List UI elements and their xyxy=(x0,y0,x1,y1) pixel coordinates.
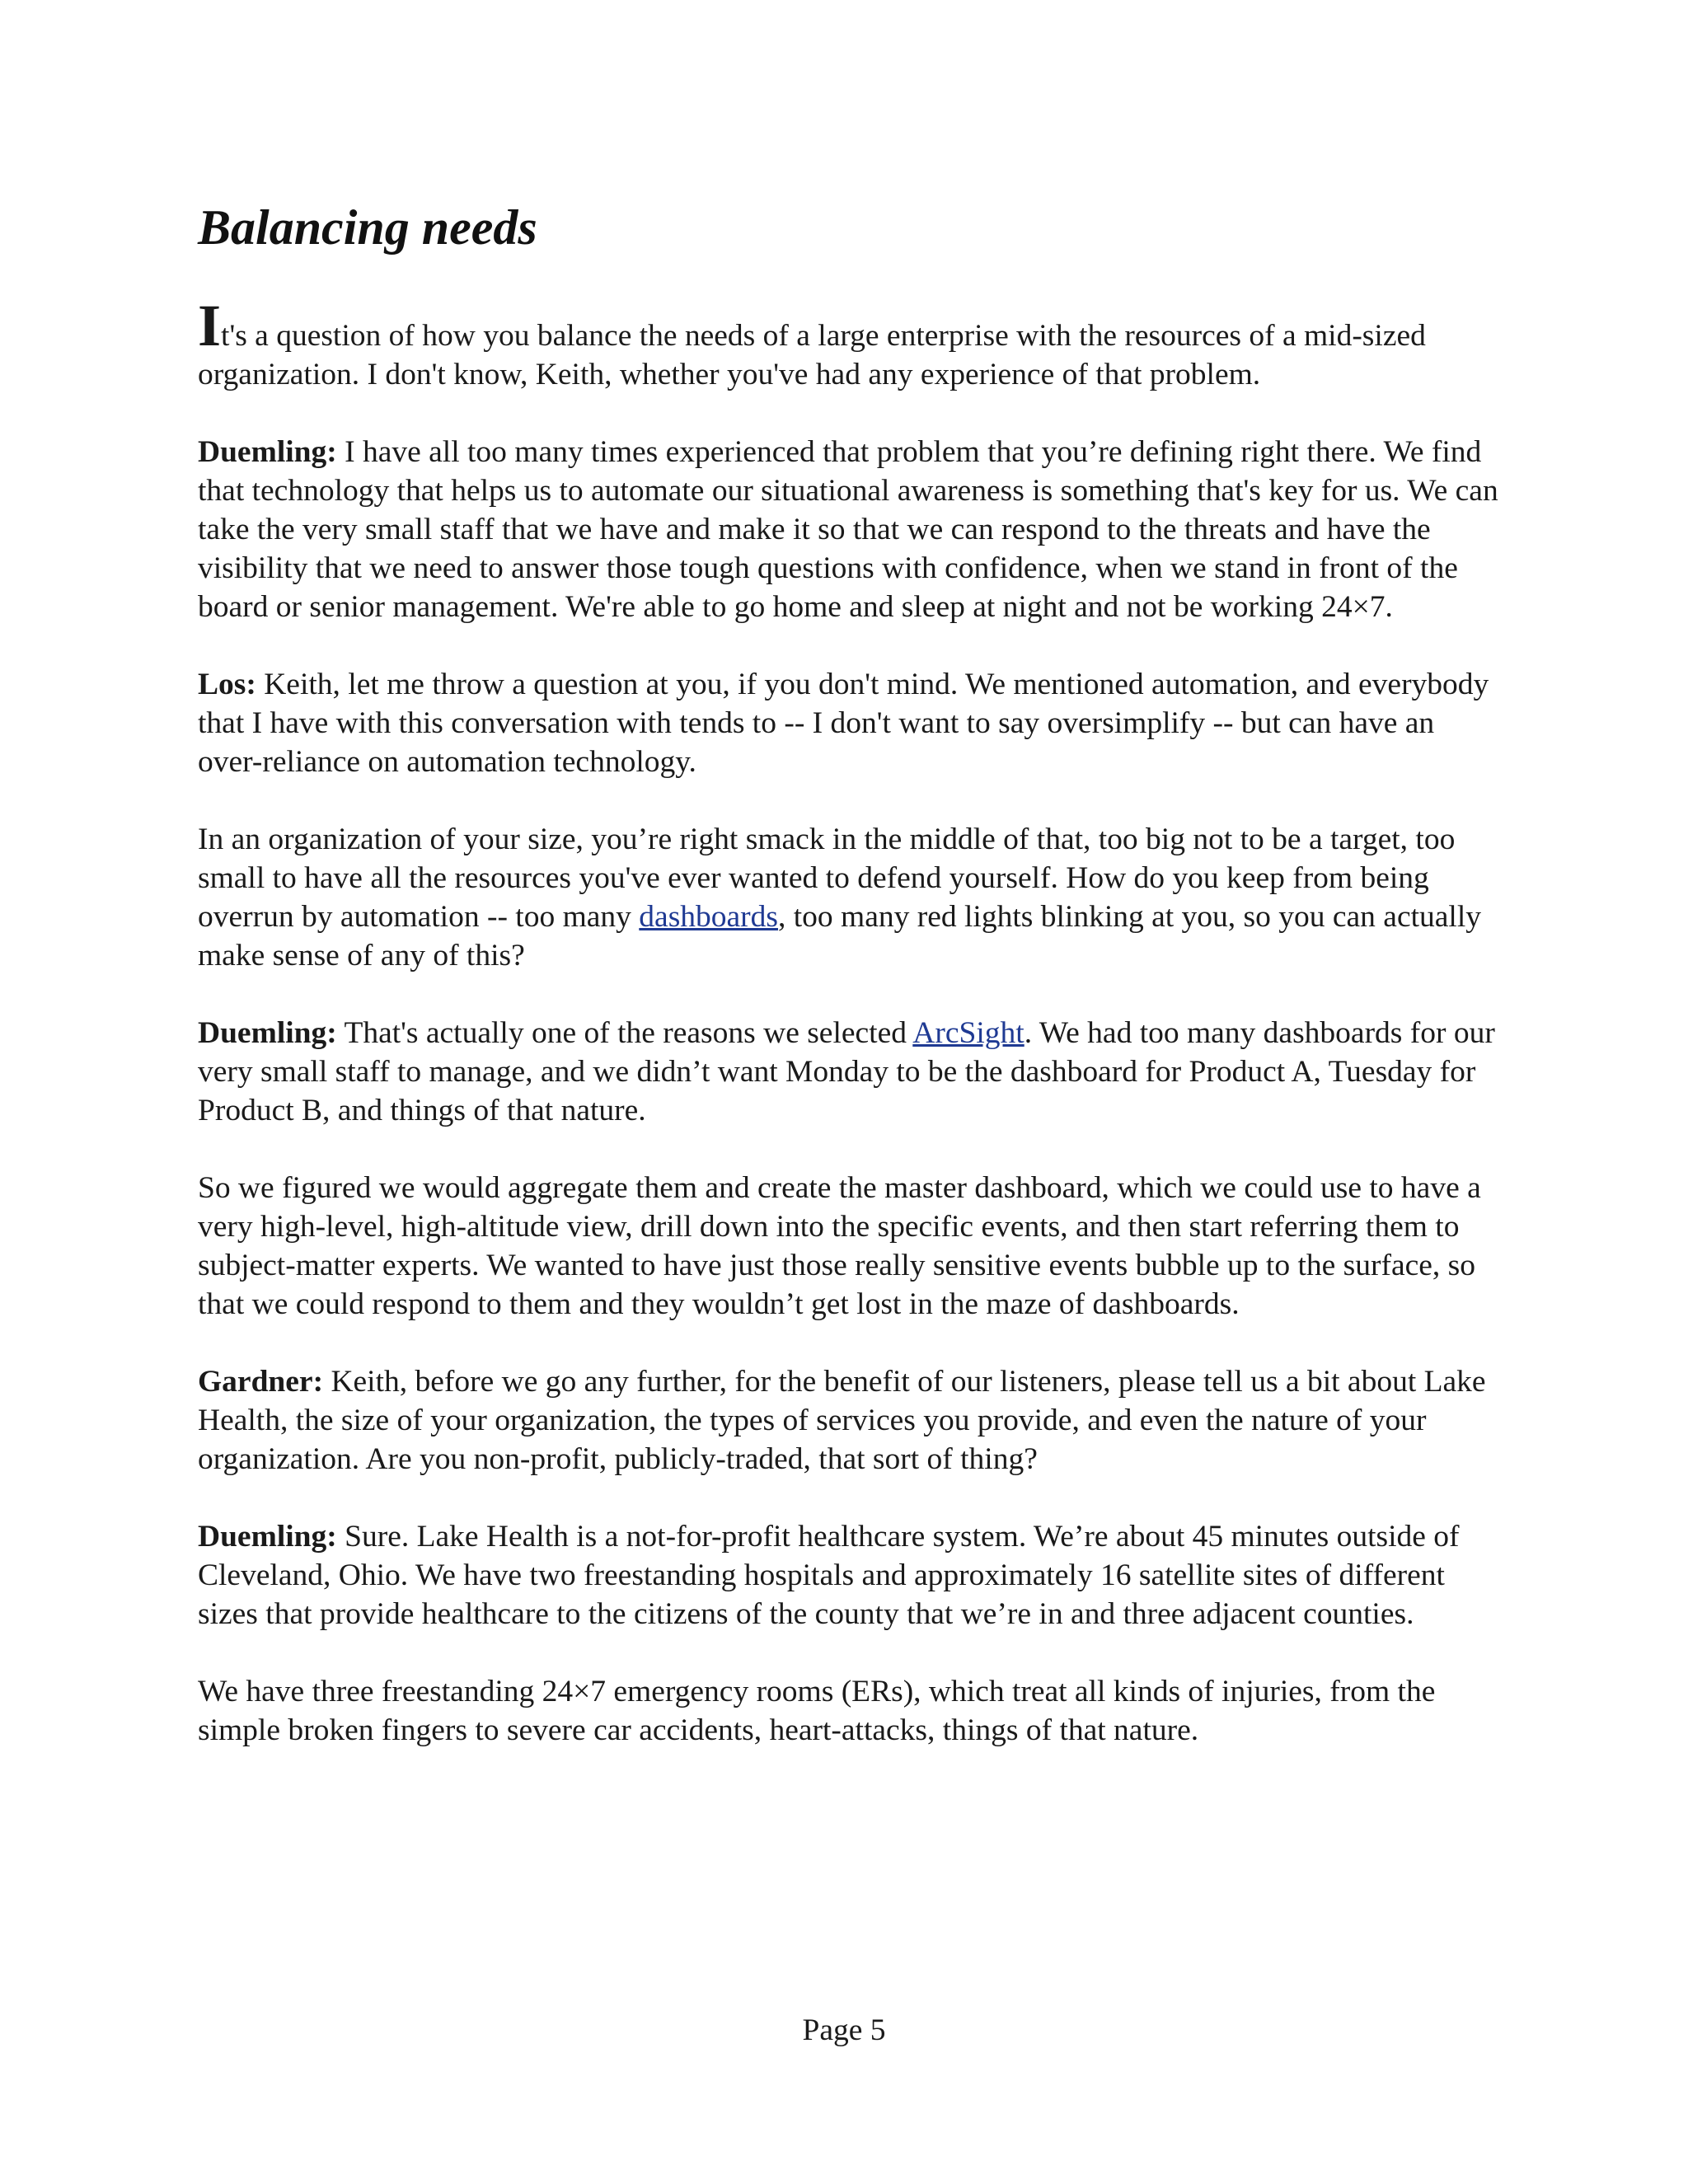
paragraph-text: , too many red lights blinking at you, so you can actually make sense of any of this? xyxy=(198,900,1481,972)
paragraph-duemling-1 xyxy=(198,433,1500,626)
paragraph-text: Keith, let me throw a question at you, if you don't mind. We mentioned automation, and everybody that I have with this conversation with tends to -- I don't want to say oversimplify -- but can have an over-reliance on automation technology. xyxy=(198,668,1489,779)
paragraph-los-continued xyxy=(198,820,1500,975)
paragraph-intro xyxy=(198,293,1500,394)
paragraph-text: In an organization of your size, you’re right smack in the middle of that, too big not to be a target, too small to have all the resources you've ever wanted to defend yourself. How do you keep from being overrun by automation -- too many xyxy=(198,823,1456,934)
paragraph-text: We have three freestanding 24×7 emergency rooms (ERs), which treat all kinds of injuries, from the simple broken fingers to severe car accidents, heart-attacks, things of that nature. xyxy=(198,1675,1436,1747)
paragraph-duemling-2-continued xyxy=(198,1169,1500,1324)
page-number: Page 5 xyxy=(802,2013,886,2047)
paragraph-text: t's a question of how you balance the needs of a large enterprise with the resources of a mid-sized organization. I don't know, Keith, whether you've had any experience of that problem. xyxy=(198,319,1426,391)
paragraph-text: That's actually one of the reasons we selected xyxy=(336,1016,913,1050)
paragraph-text: I have all too many times experienced that problem that you’re defining right there. We find that technology that helps us to automate our situational awareness is something that's key for us. We can take the very small staff that we have and make it so that we can respond to the threats and have the visibility that we need to answer those tough questions with confidence, when we stand in front of the board or senior management. We're able to go home and sleep at night and not be working 24×7. xyxy=(198,435,1498,624)
drop-cap: I xyxy=(198,293,222,359)
paragraph-text: So we figured we would aggregate them and create the master dashboard, which we could use to have a very high-level, high-altitude view, drill down into the specific events, and then start referring them to subject-matter experts. We wanted to have just those really sensitive events bubble up to the surface, so that we could respond to them and they wouldn’t get lost in the maze of dashboards. xyxy=(198,1171,1481,1321)
speaker-name: Duemling: xyxy=(198,1016,337,1050)
section-heading: Balancing needs xyxy=(198,200,537,255)
speaker-name: Duemling: xyxy=(198,435,337,469)
paragraph-los xyxy=(198,665,1500,781)
paragraph-text: Sure. Lake Health is a not-for-profit healthcare system. We’re about 45 minutes outside of Cleveland, Ohio. We have two freestanding hospitals and approximately 16 satellite sites of different sizes that provide healthcare to the citizens of the county that we’re in and three adjacent counties. xyxy=(198,1520,1460,1631)
document-page xyxy=(198,198,1500,1788)
paragraph-text: . We had too many dashboards for our very small staff to manage, and we didn’t want Monday to be the dashboard for Product A, Tuesday for Product B, and things of that nature. xyxy=(198,1016,1495,1127)
speaker-name: Gardner: xyxy=(198,1365,324,1399)
paragraph-gardner xyxy=(198,1362,1500,1479)
paragraph-duemling-2 xyxy=(198,1014,1500,1130)
paragraph-duemling-3-continued xyxy=(198,1672,1500,1750)
paragraph-duemling-3 xyxy=(198,1517,1500,1633)
speaker-name: Los: xyxy=(198,668,256,701)
paragraph-text: Keith, before we go any further, for the benefit of our listeners, please tell us a bit about Lake Health, the size of your organization, the types of services you provide, and even the nature of your organization. Are you non-profit, publicly-traded, that sort of thing? xyxy=(198,1365,1486,1476)
arcsight-link[interactable]: ArcSight xyxy=(912,1016,1025,1050)
speaker-name: Duemling: xyxy=(198,1520,337,1554)
dashboards-link[interactable]: dashboards xyxy=(639,900,779,934)
